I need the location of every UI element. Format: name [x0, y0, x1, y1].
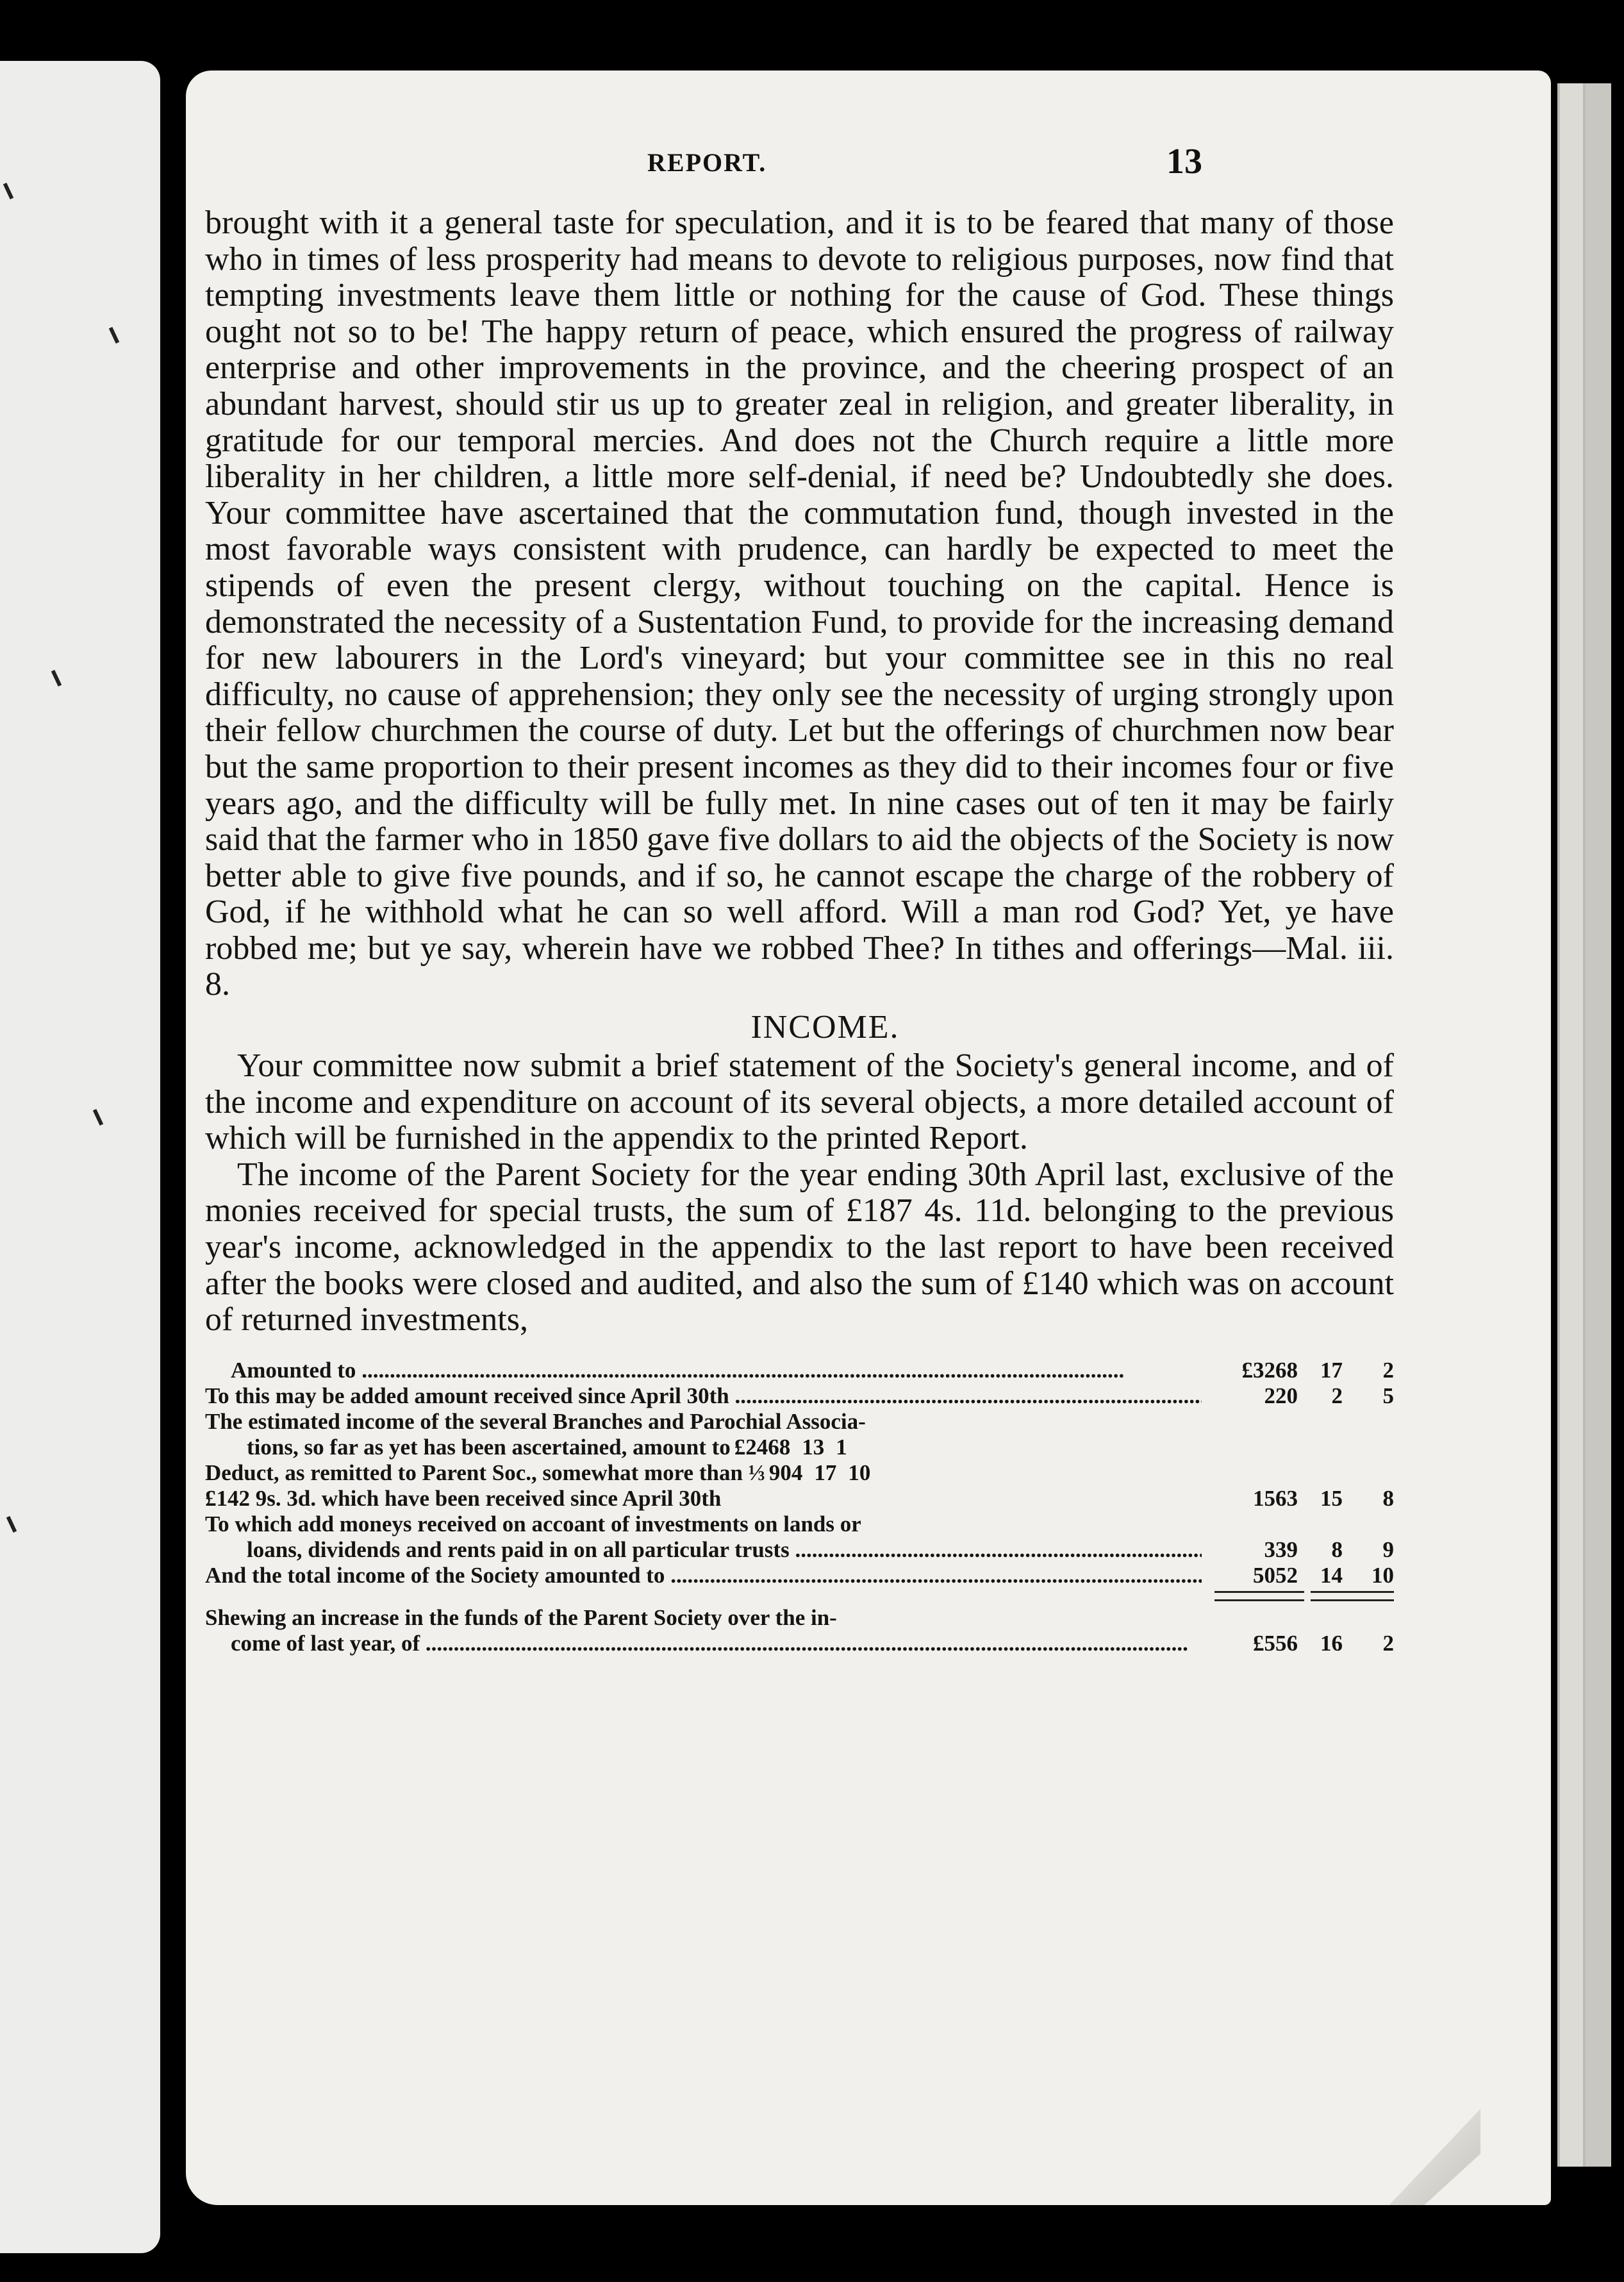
- account-row: [205, 1383, 1394, 1409]
- account-row: [205, 1486, 1394, 1512]
- account-row-amount: [1202, 1486, 1394, 1512]
- account-row-total: [205, 1563, 1394, 1588]
- pounds: 339: [1264, 1537, 1298, 1562]
- account-row: [205, 1605, 1394, 1631]
- page-corner-curl: [1359, 2109, 1480, 2205]
- pounds: 1563: [1253, 1485, 1298, 1511]
- double-rule: [1214, 1591, 1304, 1601]
- margin-mark: [51, 670, 62, 687]
- pounds: £3268: [1241, 1357, 1298, 1383]
- pence: 10: [1371, 1562, 1394, 1588]
- shillings: 17: [814, 1460, 837, 1485]
- shillings: 16: [1320, 1630, 1343, 1656]
- margin-mark: [93, 1109, 103, 1126]
- pounds: £2468: [734, 1434, 791, 1460]
- income-account-table: [205, 1358, 1394, 1656]
- account-row: [205, 1537, 1394, 1563]
- account-row: [205, 1631, 1394, 1656]
- page-stack-edge: [1583, 83, 1611, 2167]
- account-row-label: The estimated income of the several Branches and Parochial Associa-: [205, 1408, 866, 1434]
- account-row-label: come of last year, of .....: [231, 1631, 1202, 1656]
- paragraph-income-summary: Your committee now submit a brief statement of the Society's general income, and of the income and expenditure on account of its several objects, a more detailed account of which will be furnished in the appendix to the printed Report.: [205, 1047, 1394, 1157]
- account-row-label: Shewing an increase in the funds of the Parent Society over the in-: [205, 1604, 837, 1630]
- account-row-amount: [1202, 1631, 1394, 1656]
- total-rule: [205, 1591, 1394, 1601]
- facing-page-edge: [0, 61, 160, 2253]
- account-row-label: loans, dividends and rents paid in on all particular trusts .....: [247, 1537, 1202, 1563]
- page-number: 13: [1166, 142, 1202, 181]
- pence: 2: [1382, 1630, 1394, 1656]
- pence: 8: [1382, 1485, 1394, 1511]
- pounds: £556: [1253, 1630, 1298, 1656]
- shillings: 13: [802, 1434, 825, 1460]
- section-heading-income: INCOME.: [750, 1009, 900, 1046]
- pounds: 220: [1264, 1383, 1298, 1408]
- account-row-label: tions, so far as yet has been ascertained, amount to: [247, 1434, 731, 1460]
- pounds: 5052: [1253, 1562, 1298, 1588]
- account-row-label: To which add moneys received on accoant of investments on lands or: [205, 1511, 861, 1537]
- page-stack-edge: [1557, 83, 1586, 2167]
- pence: 9: [1382, 1537, 1394, 1562]
- running-title: REPORT.: [647, 148, 767, 177]
- paragraph-parent-society-income: The income of the Parent Society for the year ending 30th April last, exclusive of the monies received for special trusts, the sum of £187 4s. 11d. belonging to the previous year's income, acknowledged in the appendix to the last report to have been received after the books were closed and audited, and also the sum of £140 which was on account of returned investments,: [205, 1156, 1394, 1338]
- account-row-label: To this may be added amount received since April 30th .....: [205, 1383, 1202, 1409]
- account-row-amount: [1202, 1537, 1394, 1563]
- account-row-label: £142 9s. 3d. which have been received since April 30th: [205, 1485, 722, 1511]
- account-row-label: Amounted to .....: [231, 1358, 1202, 1383]
- shillings: 15: [1320, 1485, 1343, 1511]
- account-row-label: Deduct, as remitted to Parent Soc., somewhat more than ⅓: [205, 1460, 765, 1485]
- account-row-amount: [1202, 1383, 1394, 1409]
- shillings: 2: [1331, 1383, 1343, 1408]
- pence: 5: [1382, 1383, 1394, 1408]
- account-row: [205, 1460, 1394, 1486]
- pounds: 904: [768, 1460, 803, 1485]
- shillings: 17: [1320, 1357, 1343, 1383]
- margin-mark: [6, 1516, 17, 1533]
- inner-amount: [734, 1435, 847, 1460]
- account-row-amount: [1202, 1563, 1394, 1588]
- account-row: [205, 1358, 1394, 1383]
- page-body: [205, 205, 1394, 1656]
- pence: 10: [848, 1460, 871, 1485]
- page-header: [0, 142, 1624, 192]
- pence: 1: [836, 1434, 847, 1460]
- inner-amount: [769, 1460, 871, 1486]
- shillings: 8: [1331, 1537, 1343, 1562]
- account-row: [205, 1435, 1394, 1460]
- shillings: 14: [1320, 1562, 1343, 1588]
- account-row-label: And the total income of the Society amounted to .....: [205, 1563, 1202, 1588]
- double-rule: [1311, 1591, 1394, 1601]
- account-row: [205, 1512, 1394, 1537]
- account-row-amount: [1202, 1358, 1394, 1383]
- paragraph-continued: brought with it a general taste for speculation, and it is to be feared that many of those who in times of less prosperity had means to devote to religious purposes, now find that tempting investments leave them little or nothing for the cause of God. These things ought not so to be! The happy return of peace, which ensured the progress of railway enterprise and other improvements in the province, and the cheering prospect of an abundant harvest, should stir us up to greater zeal in religion, and greater liberality, in gratitude for our temporal mercies. And does not the Church require a little more liberality in her children, a little more self-denial, if need be? Undoubtedly she does. Your committee have ascertained that the commutation fund, though invested in the most favorable ways consistent with prudence, can hardly be expected to meet the stipends of even the present clergy, without touching on the capital. Hence is demonstrated the necessity of a Sustentation Fund, to provide for the increasing demand for new labourers in the Lord's vineyard; but your committee see in this no real difficulty, no cause of apprehension; they only see the necessity of urging strongly upon their fellow churchmen the course of duty. Let but the offerings of churchmen now bear but the same proportion to their present incomes as they did to their incomes four or five years ago, and the difficulty will be fully met. In nine cases out of ten it may be fairly said that the farmer who in 1850 gave five dollars to aid the objects of the Society is now better able to give five pounds, and if so, he cannot escape the charge of the robbery of God, if he withhold what he can so well afford. Will a man rod God? Yet, ye have robbed me; but ye say, wherein have we robbed Thee? In tithes and offerings—Mal. iii. 8.: [205, 204, 1394, 1003]
- pence: 2: [1382, 1357, 1394, 1383]
- margin-mark: [109, 327, 119, 344]
- account-row: [205, 1409, 1394, 1435]
